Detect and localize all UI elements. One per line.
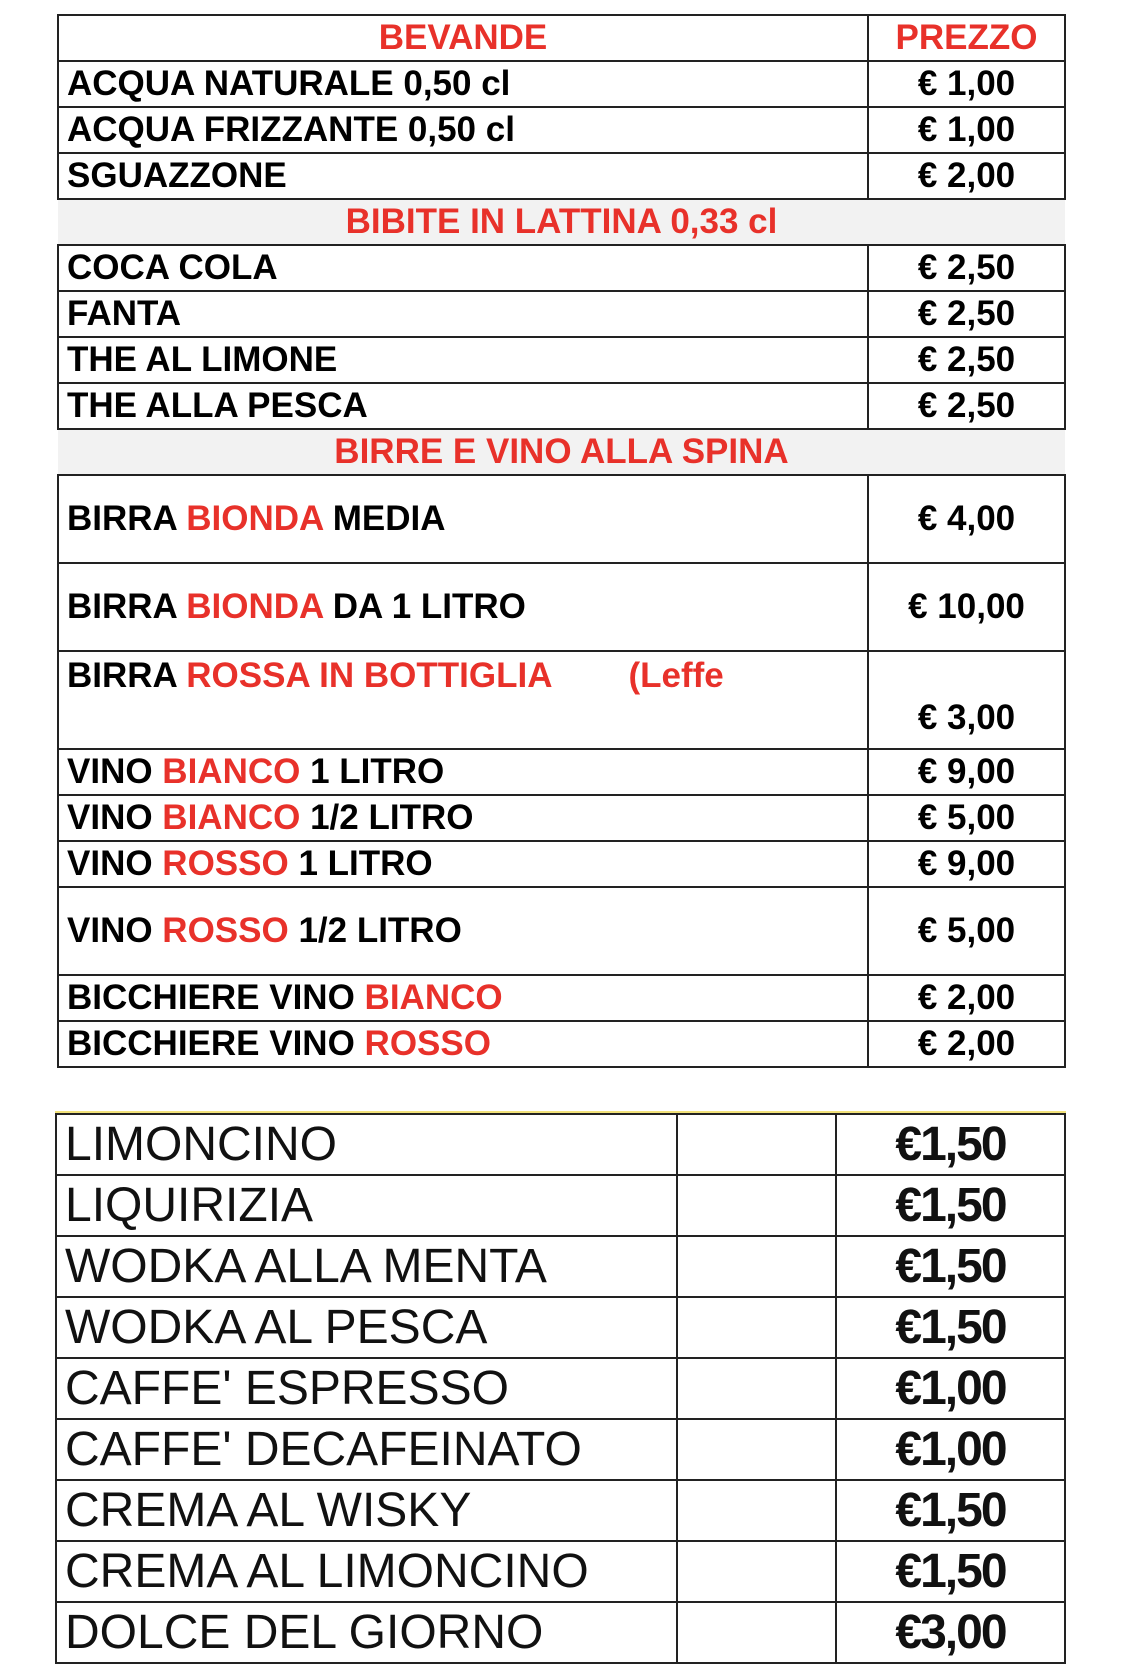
item-price: €1,00: [836, 1419, 1065, 1480]
item-price: €1,50: [836, 1541, 1065, 1602]
item-price: € 10,00: [868, 563, 1065, 651]
empty-cell: [677, 1236, 836, 1297]
item-name-highlight: ROSSO: [364, 1024, 491, 1063]
item-name: [58, 795, 868, 841]
item-name: CREMA AL LIMONCINO: [56, 1541, 677, 1602]
table-row: [56, 1541, 1065, 1602]
item-price: € 5,00: [868, 887, 1065, 975]
item-price: € 2,00: [868, 1021, 1065, 1067]
item-name: LIQUIRIZIA: [56, 1175, 677, 1236]
item-name-part: BIRRA: [67, 656, 187, 695]
item-name: [58, 975, 868, 1021]
table-row: [58, 1021, 1065, 1067]
table-row: [58, 337, 1065, 383]
item-name: THE ALLA PESCA: [58, 383, 868, 429]
item-name: [58, 475, 868, 563]
item-price: €3,00: [836, 1602, 1065, 1663]
item-name-highlight: BIONDA: [186, 587, 324, 626]
item-price: € 2,50: [868, 291, 1065, 337]
item-note: (Leffe: [628, 656, 724, 695]
item-price: € 2,00: [868, 975, 1065, 1021]
item-name-part: 1 LITRO: [288, 844, 433, 883]
item-price: € 9,00: [868, 841, 1065, 887]
item-name-part: 1 LITRO: [300, 752, 445, 791]
header-bevande: BEVANDE: [58, 15, 868, 61]
empty-cell: [677, 1602, 836, 1663]
table-row: [58, 887, 1065, 975]
empty-cell: [677, 1419, 836, 1480]
item-name-part: 1/2 LITRO: [300, 798, 474, 837]
item-name: ACQUA FRIZZANTE 0,50 cl: [58, 107, 868, 153]
item-name-highlight: BIANCO: [162, 798, 301, 837]
item-price: € 2,00: [868, 153, 1065, 199]
item-name: [58, 1021, 868, 1067]
item-price: € 1,00: [868, 107, 1065, 153]
item-name-highlight: BIANCO: [364, 978, 503, 1017]
item-price: € 9,00: [868, 749, 1065, 795]
item-name-part: BIRRA: [67, 587, 187, 626]
item-name-highlight: BIONDA: [186, 499, 324, 538]
table-row: [58, 291, 1065, 337]
table-row: [58, 61, 1065, 107]
item-name: [58, 749, 868, 795]
empty-cell: [677, 1297, 836, 1358]
item-name: ACQUA NATURALE 0,50 cl: [58, 61, 868, 107]
digestivi-price-table: [55, 1113, 1066, 1664]
section-row-bibite: [58, 199, 1065, 245]
item-name: [58, 563, 868, 651]
item-name: [58, 841, 868, 887]
empty-cell: [677, 1541, 836, 1602]
table-row: [56, 1480, 1065, 1541]
table-row: [58, 563, 1065, 651]
item-name-part: VINO: [67, 844, 163, 883]
table-row: [56, 1297, 1065, 1358]
item-price: € 2,50: [868, 383, 1065, 429]
table-row: [58, 651, 1065, 749]
item-name-part: VINO: [67, 798, 163, 837]
item-name: WODKA ALLA MENTA: [56, 1236, 677, 1297]
item-price: € 4,00: [868, 475, 1065, 563]
item-name-part: BICCHIERE VINO: [67, 978, 365, 1017]
drinks-price-table: [57, 14, 1066, 1068]
header-prezzo: PREZZO: [868, 15, 1065, 61]
item-name: DOLCE DEL GIORNO: [56, 1602, 677, 1663]
table-row: [58, 841, 1065, 887]
table-row: [58, 383, 1065, 429]
table-row: [58, 749, 1065, 795]
item-price: € 2,50: [868, 245, 1065, 291]
item-price: €1,50: [836, 1175, 1065, 1236]
table-row: [56, 1114, 1065, 1175]
item-name-part: DA 1 LITRO: [323, 587, 526, 626]
item-price: €1,50: [836, 1114, 1065, 1175]
item-name-part: BIRRA: [67, 499, 187, 538]
item-name-part: VINO: [67, 752, 163, 791]
table-row: [58, 975, 1065, 1021]
table-row: [58, 107, 1065, 153]
section-title-birre-vino: BIRRE E VINO ALLA SPINA: [58, 429, 1065, 475]
item-name: COCA COLA: [58, 245, 868, 291]
item-name: FANTA: [58, 291, 868, 337]
item-name: THE AL LIMONE: [58, 337, 868, 383]
item-name-part: BICCHIERE VINO: [67, 1024, 365, 1063]
item-price: €1,50: [836, 1297, 1065, 1358]
section-title-bibite: BIBITE IN LATTINA 0,33 cl: [58, 199, 1065, 245]
table-row: [56, 1236, 1065, 1297]
table-row: [56, 1175, 1065, 1236]
table-row: [58, 795, 1065, 841]
table-header-row: [58, 15, 1065, 61]
item-price: €1,00: [836, 1358, 1065, 1419]
table-row: [58, 153, 1065, 199]
item-price: € 2,50: [868, 337, 1065, 383]
item-name-part: VINO: [67, 911, 163, 950]
empty-cell: [677, 1358, 836, 1419]
item-name-highlight: ROSSA IN BOTTIGLIA: [186, 656, 553, 695]
item-name: WODKA AL PESCA: [56, 1297, 677, 1358]
section-row-birre-vino: [58, 429, 1065, 475]
item-price: € 3,00: [868, 651, 1065, 749]
item-name: CAFFE' ESPRESSO: [56, 1358, 677, 1419]
table-row: [56, 1602, 1065, 1663]
item-price: €1,50: [836, 1480, 1065, 1541]
table-row: [58, 245, 1065, 291]
item-name: CAFFE' DECAFEINATO: [56, 1419, 677, 1480]
item-name: SGUAZZONE: [58, 153, 868, 199]
item-name: CREMA AL WISKY: [56, 1480, 677, 1541]
empty-cell: [677, 1175, 836, 1236]
empty-cell: [677, 1114, 836, 1175]
item-name-highlight: ROSSO: [162, 911, 289, 950]
item-name-highlight: ROSSO: [162, 844, 289, 883]
table-row: [56, 1419, 1065, 1480]
item-name: LIMONCINO: [56, 1114, 677, 1175]
item-price: € 1,00: [868, 61, 1065, 107]
item-price: €1,50: [836, 1236, 1065, 1297]
item-name: [58, 887, 868, 975]
item-name-part: 1/2 LITRO: [288, 911, 462, 950]
item-name: [58, 651, 868, 749]
table-row: [58, 475, 1065, 563]
item-name-highlight: BIANCO: [162, 752, 301, 791]
table-row: [56, 1358, 1065, 1419]
item-name-part: MEDIA: [323, 499, 446, 538]
empty-cell: [677, 1480, 836, 1541]
item-price: € 5,00: [868, 795, 1065, 841]
